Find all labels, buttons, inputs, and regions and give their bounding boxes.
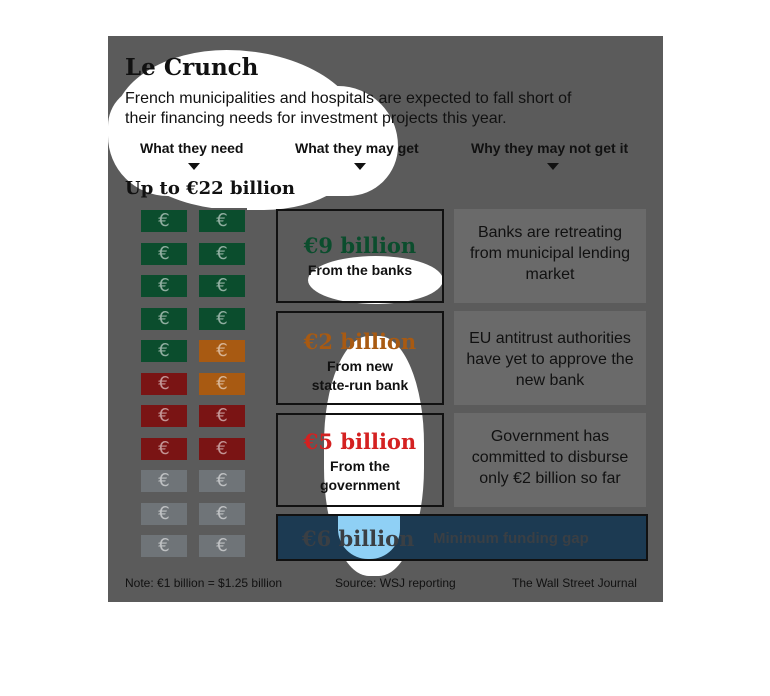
- euro-cell-state-bank: €: [197, 338, 247, 364]
- footer-note: Note: €1 billion = $1.25 billion: [125, 576, 283, 590]
- reason-line: new bank: [515, 372, 585, 389]
- arrow-down-icon: [547, 163, 559, 170]
- source-label: From the banks: [307, 262, 413, 278]
- footer-publisher: The Wall Street Journal: [512, 576, 637, 590]
- euro-cell-government: €: [139, 403, 189, 429]
- reason-box-banks: [454, 209, 646, 303]
- reason-line: from municipal lending: [469, 245, 631, 262]
- need-total: Up to €22 billion: [125, 178, 296, 199]
- euro-cell-banks: €: [139, 306, 189, 332]
- euro-cell-gap: €: [139, 533, 189, 559]
- euro-cell-government: €: [139, 436, 189, 462]
- subtitle-line-1: French municipalities and hospitals are expected to fall short of: [125, 90, 572, 107]
- reason-line: Banks are retreating: [477, 224, 623, 241]
- reason-line: market: [525, 266, 575, 283]
- euro-cell-banks: €: [139, 241, 189, 267]
- euro-cell-gap: €: [197, 501, 247, 527]
- reason-line: committed to disburse: [471, 449, 629, 466]
- column-header-get: What they may get: [295, 140, 419, 156]
- euro-cell-banks: €: [197, 208, 247, 234]
- reason-line: only €2 billion so far: [479, 470, 621, 487]
- euro-cell-banks: €: [197, 306, 247, 332]
- euro-cell-gap: €: [139, 501, 189, 527]
- euro-cell-banks: €: [139, 208, 189, 234]
- source-box-banks: [276, 209, 444, 303]
- source-label: government: [319, 477, 401, 493]
- column-header-need: What they need: [140, 140, 244, 156]
- euro-cell-gap: €: [197, 533, 247, 559]
- reason-line: Government has: [490, 428, 610, 445]
- gap-label: Minimum funding gap: [433, 530, 589, 547]
- chart-title: Le Crunch: [125, 54, 259, 81]
- reason-line: EU antitrust authorities: [469, 330, 631, 347]
- euro-cell-government: €: [197, 436, 247, 462]
- arrow-down-icon: [188, 163, 200, 170]
- source-label: From the: [330, 458, 390, 474]
- reason-line: have yet to approve the: [466, 351, 634, 368]
- euro-cell-banks: €: [197, 273, 247, 299]
- column-header-why: Why they may not get it: [471, 140, 629, 156]
- euro-cell-banks: €: [197, 241, 247, 267]
- source-amount: €5 billion: [303, 429, 417, 454]
- euro-cell-government: €: [139, 371, 189, 397]
- footer-source: Source: WSJ reporting: [335, 576, 456, 590]
- gap-amount: €6 billion: [302, 526, 415, 551]
- euro-cell-government: €: [197, 403, 247, 429]
- source-box-state-bank: [276, 311, 444, 405]
- euro-cell-state-bank: €: [197, 371, 247, 397]
- euro-cell-banks: €: [139, 273, 189, 299]
- source-amount: €9 billion: [303, 233, 417, 258]
- source-label: state-run bank: [311, 377, 409, 393]
- euro-cell-gap: €: [139, 468, 189, 494]
- source-amount: €2 billion: [303, 329, 417, 354]
- arrow-down-icon: [354, 163, 366, 170]
- reason-box-state-bank: [454, 311, 646, 405]
- subtitle-line-2: their financing needs for investment projects this year.: [125, 110, 507, 127]
- infographic-card: [108, 36, 663, 602]
- source-box-government: [276, 413, 444, 507]
- euro-cell-gap: €: [197, 468, 247, 494]
- euro-cell-banks: €: [139, 338, 189, 364]
- reason-box-government: [454, 413, 646, 507]
- gap-box: [276, 514, 648, 561]
- source-label: From new: [326, 358, 394, 374]
